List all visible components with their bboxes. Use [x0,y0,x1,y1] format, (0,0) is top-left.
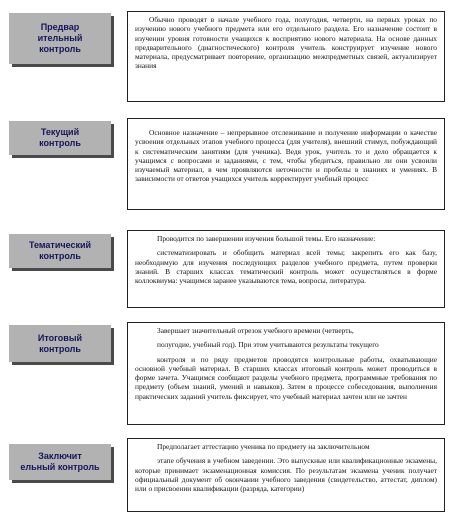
text-box-preliminary-control [127,11,445,102]
label-line: Итоговый [37,332,83,343]
label-final-control [9,325,111,362]
text-box-concluding-control [127,438,445,512]
paragraph: этапе обучения в учебном заведении. Это выпускные или квалификационные экзамены, которые принимает экзаменационная комиссия. По результатам экзамена ученик получает официальный документ об окончании учебного заведения (свидетельство, аттестат, диплом) или о присвоении квалификации (разряда, категории) [135,456,437,494]
label-line: Тематический [28,240,92,250]
text-box-thematic-control [127,230,445,308]
text-box-current-control [127,118,445,210]
label-line: ительный [37,33,83,43]
paragraph: Завершает значительный отрезок учебного времени (четверть, [157,326,354,335]
paragraph: контроля и по ряду предметов проводятся контрольные работы, охватывающие основной учебный материал. В старших классах итоговый контроль может проводиться в форме зачета. Учащимся сообщают разделы учебного предмета, программные требования по предмету (объем знаний, умений и навыков). Затем в процессе собеседования, выполнения практических заданий учитель фиксирует, что учебный материал зачтен или не зачтен [135,354,437,401]
paragraph: систематизировать и обобщить материал всей темы; закрепить его как базу, необходимую для изучения последующих разделов учебного предмета, путем проверки знаний. В старших классах тематический контроль может осуществляться в форме коллоквиума: учащимся заранее указываются тема, вопросы, литература. [135,248,437,286]
label-line: Заключит [38,451,82,461]
label-concluding-control [9,444,111,480]
label-line: контроль [39,138,81,148]
label-line: ельный контроль [20,462,100,472]
label-line: контроль [39,44,81,54]
label-preliminary-control [9,13,111,64]
label-line: контроль [39,343,81,354]
paragraph: полугодие, учебный год). При этом учитываются результаты текущего [157,340,379,350]
label-current-control [9,121,111,155]
text-box-final-control [127,322,445,425]
label-line: Предвар [40,22,80,32]
label-line: Текущий [40,127,80,137]
paragraph: Обычно проводят в начале учебного года, полугодия, четверти, на первых уроках по изучению нового учебного предмета или его отдельного раздела. Его назначение состоит в изучении уровня готовности учащихся к восприятию нового материала. На основе данных предварительного (диагностического) контроля учитель конструирует изучение нового материала, предусматривает повторение, организацию межпредметных связей, актуализирует знания [135,15,437,71]
paragraph: Предполагает аттестацию ученика по предмету на заключительном [157,442,370,451]
label-thematic-control [9,234,111,268]
paragraph: Основное назначение – непрерывное отслеживание и получение информации о качестве усвоения отдельных этапов учебного процесса (для учителя), внешний стимул, побуждающий к систематическим занятиям (для ученика). Ведя урок, учитель то и дело обращается к учащимся с вопросами и заданиями, с тем, чтобы убедиться, правильно ли они усвоили изучаемый материал, в чем проявляются неточности и пробелы в знаниях и умениях. В зависимости от ответов учащихся учитель корректирует учебный процесс [135,128,437,184]
paragraph: Проводится по завершении изучения большой темы. Его назначение: [157,234,376,243]
label-line: контроль [39,251,81,261]
